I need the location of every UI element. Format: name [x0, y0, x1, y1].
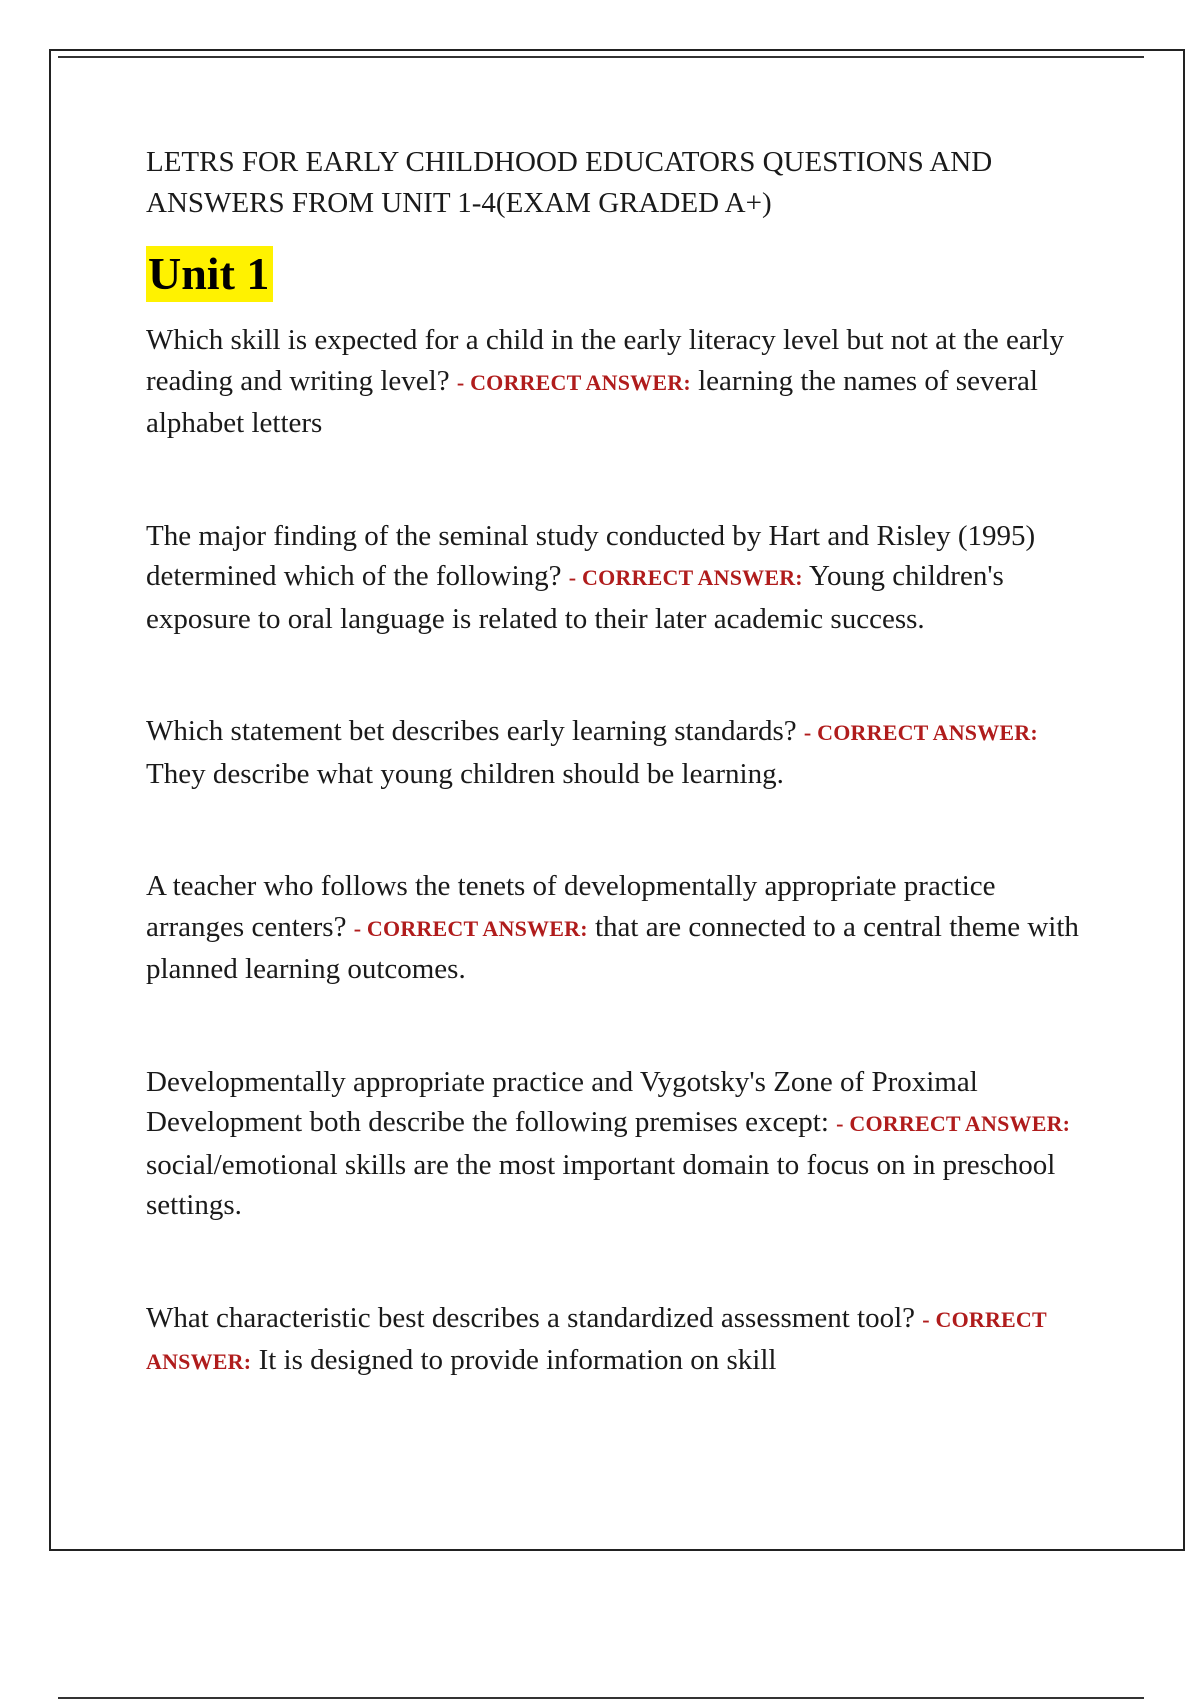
answer-text: Young children's exposure to oral language is related to their later academic success. [146, 560, 1004, 635]
qa-item [146, 711, 1091, 794]
answer-text: It is designed to provide information on skill [258, 1344, 777, 1376]
qa-item [146, 320, 1091, 444]
answer-text: social/emotional skills are the most important domain to focus on in preschool settings. [146, 1148, 1056, 1221]
qa-item [146, 1062, 1091, 1226]
top-rule [58, 56, 1144, 58]
correct-answer-label: - CORRECT ANSWER: [803, 720, 1038, 745]
unit-heading: Unit 1 [146, 246, 273, 302]
qa-item [146, 1298, 1091, 1383]
question-text: Developmentally appropriate practice and Vygotsky's Zone of Proximal Development both describe the following premises except: [146, 1065, 978, 1138]
question-text: What characteristic best describes a standardized assessment tool? [146, 1301, 915, 1334]
answer-text: that are connected to a central theme with planned learning outcomes. [146, 910, 1079, 985]
bottom-rule [58, 1697, 1144, 1699]
document-title: LETRS FOR EARLY CHILDHOOD EDUCATORS QUESTIONS AND ANSWERS FROM UNIT 1-4(EXAM GRADED A+) [146, 146, 993, 219]
correct-answer-label: - CORRECT ANSWER: [456, 369, 691, 395]
question-text: The major finding of the seminal study conducted by Hart and Risley (1995) determined which of the following? [146, 519, 1036, 592]
qa-item [146, 866, 1091, 990]
document-body [146, 142, 1091, 1383]
answer-text: learning the names of several alphabet letters [146, 364, 1038, 439]
correct-answer-label: - CORRECT ANSWER: [353, 915, 588, 941]
question-text: A teacher who follows the tenets of developmentally appropriate practice arranges centers? [146, 870, 996, 943]
correct-answer-label: - CORRECT ANSWER: [568, 565, 803, 590]
answer-text: They describe what young children should be learning. [146, 757, 784, 790]
question-text: Which skill is expected for a child in the early literacy level but not at the early reading and writing level? [146, 324, 1064, 397]
qa-list [146, 320, 1091, 1383]
correct-answer-label: - CORRECT ANSWER: [146, 1306, 1047, 1374]
correct-answer-label: - CORRECT ANSWER: [836, 1111, 1071, 1136]
qa-item [146, 516, 1091, 640]
question-text: Which statement bet describes early learning standards? [146, 715, 797, 747]
